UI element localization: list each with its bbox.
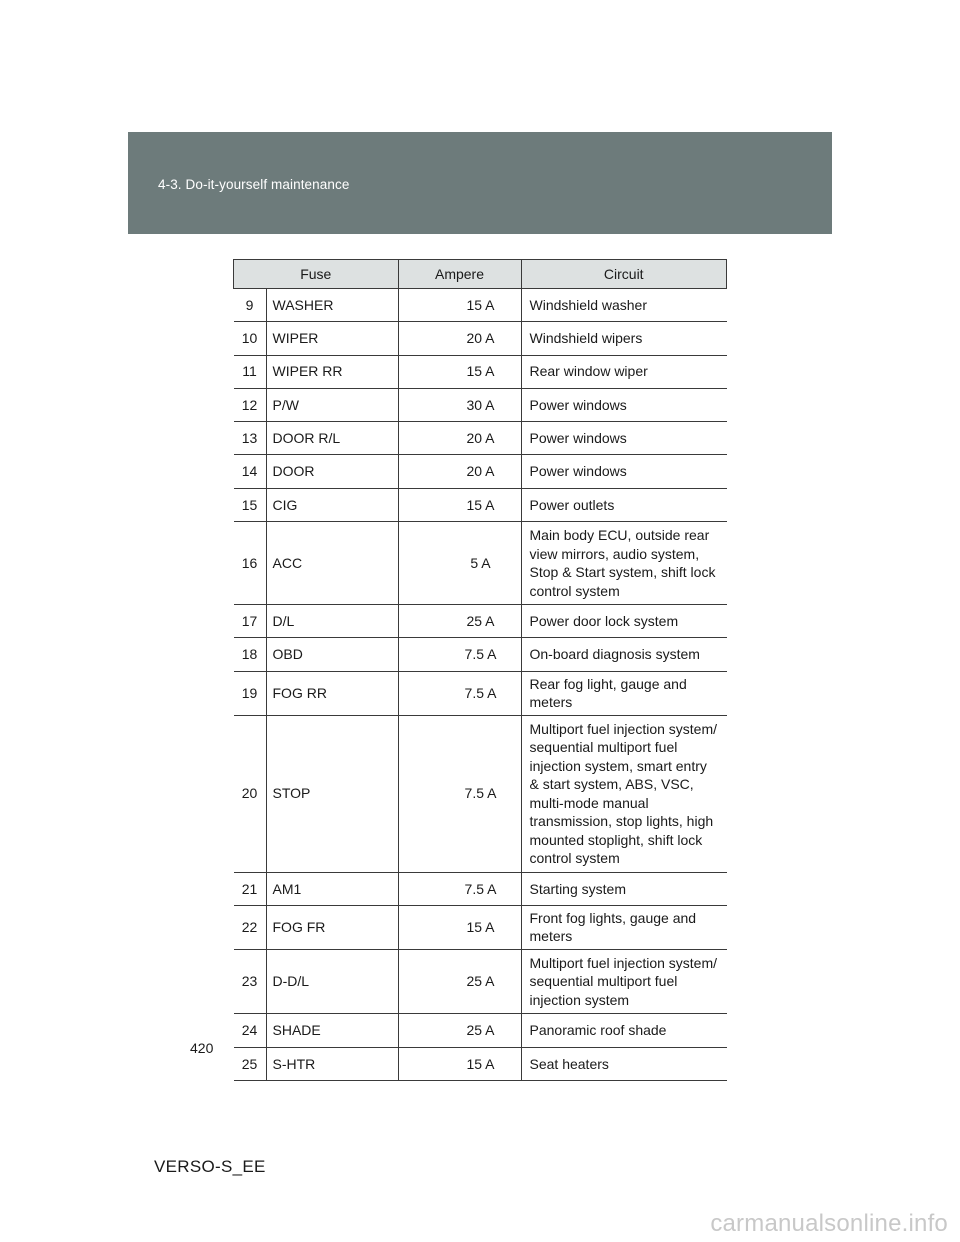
fuse-name-cell: WASHER — [266, 289, 398, 322]
fuse-number-cell: 20 — [234, 715, 267, 872]
fuse-number-cell: 19 — [234, 671, 267, 715]
fuse-number-cell: 23 — [234, 949, 267, 1014]
ampere-cell: 25 A — [398, 1014, 521, 1047]
table-row — [234, 671, 727, 715]
table-row — [234, 388, 727, 421]
table-row — [234, 355, 727, 388]
fuse-name-cell: FOG FR — [266, 905, 398, 949]
fuse-number-cell: 25 — [234, 1047, 267, 1080]
table-row — [234, 1047, 727, 1080]
circuit-cell: On-board diagnosis system — [521, 638, 727, 671]
column-header-ampere: Ampere — [398, 260, 521, 289]
table-body — [234, 289, 727, 1081]
fuse-number-cell: 14 — [234, 455, 267, 488]
circuit-cell: Power windows — [521, 388, 727, 421]
fuse-number-cell: 22 — [234, 905, 267, 949]
fuse-name-cell: D-D/L — [266, 949, 398, 1014]
column-header-circuit: Circuit — [521, 260, 727, 289]
fuse-number-cell: 12 — [234, 388, 267, 421]
circuit-cell: Multiport fuel injection system/ sequential multiport fuel injection system — [521, 949, 727, 1014]
page-number: 420 — [190, 1040, 214, 1056]
section-title: 4-3. Do-it-yourself maintenance — [158, 177, 350, 192]
circuit-cell: Power windows — [521, 422, 727, 455]
ampere-cell: 7.5 A — [398, 872, 521, 905]
ampere-cell: 5 A — [398, 522, 521, 605]
circuit-cell: Power windows — [521, 455, 727, 488]
table-row — [234, 455, 727, 488]
fuse-number-cell: 21 — [234, 872, 267, 905]
fuse-name-cell: WIPER — [266, 322, 398, 355]
fuse-name-cell: DOOR — [266, 455, 398, 488]
circuit-cell: Power door lock system — [521, 605, 727, 638]
table-row — [234, 422, 727, 455]
circuit-cell: Rear window wiper — [521, 355, 727, 388]
ampere-cell: 7.5 A — [398, 638, 521, 671]
watermark: carmanualsonline.info — [710, 1210, 948, 1237]
table-row — [234, 322, 727, 355]
fuse-number-cell: 13 — [234, 422, 267, 455]
circuit-cell: Main body ECU, outside rear view mirrors, audio system, Stop & Start system, shift lock control system — [521, 522, 727, 605]
table-row — [234, 289, 727, 322]
fuse-table — [233, 259, 727, 1081]
table-row — [234, 488, 727, 521]
table-row — [234, 949, 727, 1014]
fuse-name-cell: WIPER RR — [266, 355, 398, 388]
ampere-cell: 7.5 A — [398, 715, 521, 872]
circuit-cell: Windshield wipers — [521, 322, 727, 355]
ampere-cell: 25 A — [398, 949, 521, 1014]
fuse-number-cell: 17 — [234, 605, 267, 638]
ampere-cell: 30 A — [398, 388, 521, 421]
fuse-name-cell: DOOR R/L — [266, 422, 398, 455]
ampere-cell: 15 A — [398, 1047, 521, 1080]
ampere-cell: 20 A — [398, 322, 521, 355]
fuse-number-cell: 9 — [234, 289, 267, 322]
fuse-name-cell: P/W — [266, 388, 398, 421]
fuse-number-cell: 11 — [234, 355, 267, 388]
circuit-cell: Multiport fuel injection system/ sequential multiport fuel injection system, smart entry & start system, ABS, VSC, multi-mode manual transmission, stop lights, high mounted stoplight, shift lock control system — [521, 715, 727, 872]
fuse-number-cell: 15 — [234, 488, 267, 521]
fuse-number-cell: 18 — [234, 638, 267, 671]
table-row — [234, 638, 727, 671]
table-row — [234, 1014, 727, 1047]
circuit-cell: Starting system — [521, 872, 727, 905]
table-row — [234, 605, 727, 638]
ampere-cell: 20 A — [398, 422, 521, 455]
section-header-band — [128, 132, 832, 234]
table-row — [234, 905, 727, 949]
fuse-number-cell: 24 — [234, 1014, 267, 1047]
fuse-name-cell: FOG RR — [266, 671, 398, 715]
fuse-name-cell: S-HTR — [266, 1047, 398, 1080]
circuit-cell: Panoramic roof shade — [521, 1014, 727, 1047]
column-header-fuse: Fuse — [234, 260, 399, 289]
fuse-name-cell: OBD — [266, 638, 398, 671]
ampere-cell: 15 A — [398, 355, 521, 388]
fuse-name-cell: STOP — [266, 715, 398, 872]
document-code: VERSO-S_EE — [154, 1157, 266, 1176]
ampere-cell: 25 A — [398, 605, 521, 638]
circuit-cell: Rear fog light, gauge and meters — [521, 671, 727, 715]
fuse-name-cell: D/L — [266, 605, 398, 638]
fuse-number-cell: 10 — [234, 322, 267, 355]
ampere-cell: 7.5 A — [398, 671, 521, 715]
fuse-name-cell: ACC — [266, 522, 398, 605]
circuit-cell: Front fog lights, gauge and meters — [521, 905, 727, 949]
ampere-cell: 15 A — [398, 488, 521, 521]
fuse-name-cell: CIG — [266, 488, 398, 521]
fuse-number-cell: 16 — [234, 522, 267, 605]
table-row — [234, 872, 727, 905]
circuit-cell: Power outlets — [521, 488, 727, 521]
fuse-name-cell: AM1 — [266, 872, 398, 905]
fuse-name-cell: SHADE — [266, 1014, 398, 1047]
circuit-cell: Seat heaters — [521, 1047, 727, 1080]
table-row — [234, 715, 727, 872]
circuit-cell: Windshield washer — [521, 289, 727, 322]
ampere-cell: 20 A — [398, 455, 521, 488]
table-header-row — [234, 260, 727, 289]
table-row — [234, 522, 727, 605]
ampere-cell: 15 A — [398, 289, 521, 322]
ampere-cell: 15 A — [398, 905, 521, 949]
